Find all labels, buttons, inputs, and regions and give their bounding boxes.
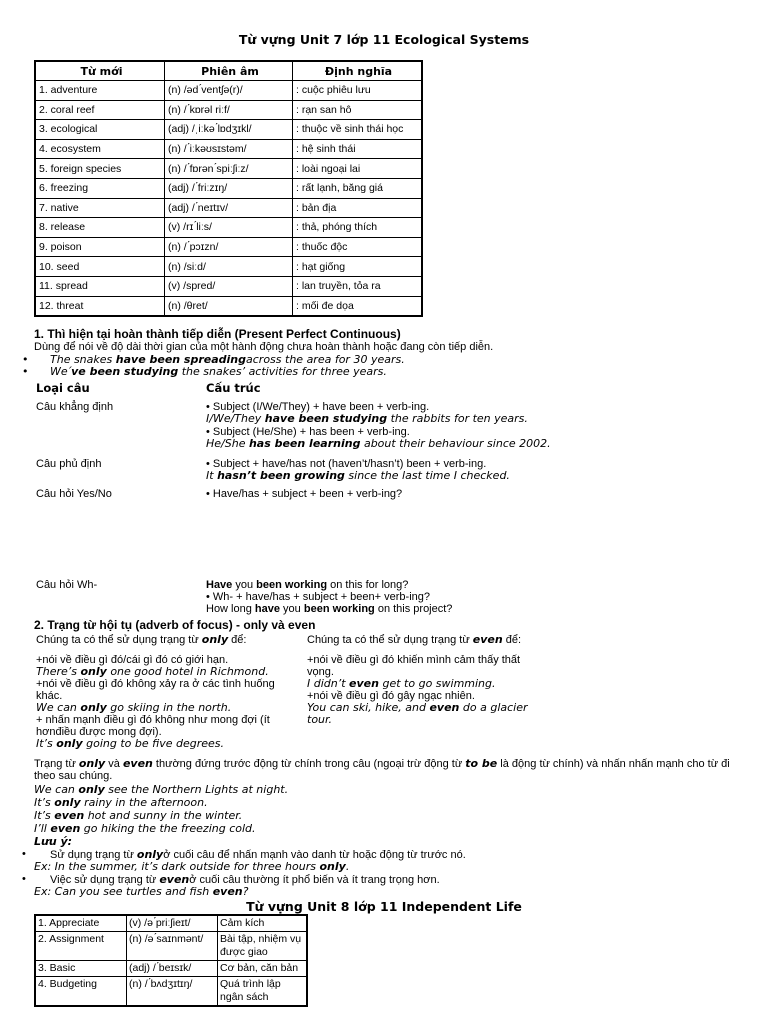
note-label: Lưu ý: — [34, 835, 73, 848]
structure-text: • Subject (He/She) + has been + verb-ing. — [206, 426, 410, 438]
table-cell: : loài ngoại lai — [293, 159, 423, 179]
column-header: Cấu trúc — [206, 381, 261, 395]
paragraph: Trạng từ only và even thường đứng trước động từ chính trong câu (ngoại trừ động từ to be là động từ chính) và nhấn nhấn mạnh cho từ đi theo sau chúng. — [34, 757, 730, 782]
table-row — [35, 218, 422, 238]
table-row — [35, 237, 422, 257]
table-cell: (adj) / ́beɪsɪk/ — [127, 961, 218, 977]
structure-text: • Subject + have/has not (haven’t/hasn’t) been + verb-ing. — [206, 458, 487, 470]
vocab-table-unit8 — [34, 914, 308, 1007]
example-sentence: It hasn’t been growing since the last time I checked. — [206, 469, 510, 482]
example-sentence: How long have you been working on this project? — [206, 603, 453, 615]
table-cell: (v) /spred/ — [165, 276, 293, 296]
table-cell: 9. poison — [35, 237, 165, 257]
section-title: Từ vựng Unit 8 lớp 11 Independent Life — [246, 899, 522, 914]
usage-text: +nói về điều gì đó không xảy ra ở các tình huống khác. — [36, 678, 275, 702]
example-sentence: We can only go skiing in the north. — [36, 701, 232, 714]
table-row — [35, 139, 422, 159]
row-label: Câu phủ định — [36, 458, 102, 470]
table-row — [35, 178, 422, 198]
table-cell: (adj) / ́friːzɪŋ/ — [165, 178, 293, 198]
table-cell: 12. threat — [35, 296, 165, 316]
table-row — [35, 257, 422, 277]
example-sentence: Ex: In the summer, it’s dark outside for three hours only. — [34, 860, 350, 873]
example-sentence: Have you been working on this for long? — [206, 579, 409, 591]
section-description: Dùng để nói về độ dài thời gian của một hành động chưa hoàn thành hoặc đang còn tiếp diễn. — [34, 341, 494, 353]
structure-text: • Wh- + have/has + subject + been+ verb-ing? — [206, 591, 430, 603]
table-cell: 1. adventure — [35, 81, 165, 101]
column-header: Phiên âm — [165, 61, 293, 81]
usage-text: +nói về điều gì đó/cái gì đó có giới hạn. — [36, 654, 229, 666]
table-row — [35, 977, 307, 1007]
table-cell: (n) /ə ́saɪnmənt/ — [127, 932, 218, 961]
table-cell: : lan truyền, tỏa ra — [293, 276, 423, 296]
table-cell: : thuộc về sinh thái học — [293, 120, 423, 140]
table-cell: (n) / ́kɒrəl riːf/ — [165, 100, 293, 120]
example-sentence: It’s only going to be five degrees. — [36, 737, 225, 750]
table-cell: 8. release — [35, 218, 165, 238]
example-sentence: He/She has been learning about their behaviour since 2002. — [206, 437, 551, 450]
table-cell: (n) / ́bʌdʒɪtɪŋ/ — [127, 977, 218, 1007]
example-sentence: You can ski, hike, and even do a glacier tour. — [307, 701, 528, 726]
table-row — [35, 932, 307, 961]
example-sentence: We can only see the Northern Lights at night. — [34, 783, 289, 796]
table-cell: Cảm kích — [218, 915, 308, 932]
intro-text: Chúng ta có thể sử dụng trạng từ even để: — [307, 633, 522, 646]
table-row — [35, 120, 422, 140]
usage-text: +nói về điều gì đó gây ngạc nhiên. — [307, 690, 475, 702]
example-sentence: I didn’t even get to go swimming. — [307, 677, 496, 690]
table-cell: : bản địa — [293, 198, 423, 218]
usage-text: + nhấn mạnh điều gì đó không như mong đợi (ít hơnđiều được mong đợi). — [36, 714, 270, 738]
table-row — [35, 100, 422, 120]
table-row — [35, 961, 307, 977]
table-cell: : hạt giống — [293, 257, 423, 277]
table-cell: (n) / ́pɔɪzn/ — [165, 237, 293, 257]
structure-text: • Subject (I/We/They) + have been + verb-ing. — [206, 401, 430, 413]
table-cell: Cơ bản, căn bản — [218, 961, 308, 977]
table-cell: 6. freezing — [35, 178, 165, 198]
intro-text: Chúng ta có thể sử dụng trạng từ only để: — [36, 633, 247, 646]
table-cell: 3. ecological — [35, 120, 165, 140]
table-cell: 3. Basic — [35, 961, 127, 977]
table-cell: : rất lạnh, băng giá — [293, 178, 423, 198]
table-cell: (n) /əd ́ventʃə(r)/ — [165, 81, 293, 101]
note-text: • Sử dụng trạng từ onlyở cuối câu để nhấn mạnh vào danh từ hoặc động từ trước nó. — [50, 848, 466, 861]
column-header: Định nghĩa — [293, 61, 423, 81]
table-cell: (adj) /ˌiːkə ́lɒdʒɪkl/ — [165, 120, 293, 140]
table-cell: : mối đe dọa — [293, 296, 423, 316]
table-cell: Bài tập, nhiệm vụ được giao — [218, 932, 308, 961]
usage-text: +nói về điều gì đó khiến mình cảm thấy thất vọng. — [307, 654, 521, 678]
example-sentence: I/We/They have been studying the rabbits for ten years. — [206, 412, 528, 425]
table-row — [35, 276, 422, 296]
table-cell: (n) /θret/ — [165, 296, 293, 316]
vocab-table-unit7 — [34, 60, 423, 317]
section-heading: 1. Thì hiện tại hoàn thành tiếp diễn (Present Perfect Continuous) — [34, 327, 401, 341]
table-cell: 4. ecosystem — [35, 139, 165, 159]
example-sentence: • We ́ve been studying the snakes’ activities for three years. — [50, 365, 387, 378]
row-label: Câu hỏi Yes/No — [36, 488, 112, 500]
page-title: Từ vựng Unit 7 lớp 11 Ecological Systems — [238, 32, 530, 47]
table-cell: : hệ sinh thái — [293, 139, 423, 159]
table-cell: (adj) / ́neɪtɪv/ — [165, 198, 293, 218]
table-cell: 11. spread — [35, 276, 165, 296]
table-row — [35, 198, 422, 218]
table-row — [35, 296, 422, 316]
table-cell: (v) /rɪ ́liːs/ — [165, 218, 293, 238]
table-cell: 2. Assignment — [35, 932, 127, 961]
table-cell: 7. native — [35, 198, 165, 218]
table-row — [35, 159, 422, 179]
table-cell: 2. coral reef — [35, 100, 165, 120]
row-label: Câu khẳng định — [36, 401, 114, 413]
row-label: Câu hỏi Wh- — [36, 579, 98, 591]
table-row — [35, 81, 422, 101]
example-sentence: Ex: Can you see turtles and fish even? — [34, 885, 249, 898]
column-header: Từ mới — [35, 61, 165, 81]
only-column — [36, 634, 286, 750]
even-column — [307, 634, 547, 726]
example-sentence: There’s only one good hotel in Richmond. — [36, 665, 269, 678]
section-heading: 2. Trạng từ hội tụ (adverb of focus) - only và even — [34, 618, 316, 632]
table-cell: (n) / ́fɒrən ́spiːʃiːz/ — [165, 159, 293, 179]
table-cell: 10. seed — [35, 257, 165, 277]
table-cell: 1. Appreciate — [35, 915, 127, 932]
table-cell: : cuộc phiêu lưu — [293, 81, 423, 101]
table-row — [35, 915, 307, 932]
table-cell: : rạn san hô — [293, 100, 423, 120]
table-cell: Quá trình lập ngân sách — [218, 977, 308, 1007]
example-sentence: It’s even hot and sunny in the winter. — [34, 809, 243, 822]
example-sentence: • The snakes have been spreadingacross the area for 30 years. — [50, 353, 405, 366]
table-cell: : thuốc độc — [293, 237, 423, 257]
table-cell: 4. Budgeting — [35, 977, 127, 1007]
table-cell: (n) / ́iːkəʊsɪstəm/ — [165, 139, 293, 159]
table-cell: : thả, phóng thích — [293, 218, 423, 238]
table-cell: 5. foreign species — [35, 159, 165, 179]
table-cell: (n) /siːd/ — [165, 257, 293, 277]
note-text: • Việc sử dụng trạng từ evenở cuối câu thường ít phổ biến và ít trang trọng hơn. — [50, 873, 440, 886]
example-sentence: I’ll even go hiking the the freezing cold. — [34, 822, 256, 835]
example-sentence: It’s only rainy in the afternoon. — [34, 796, 208, 809]
structure-text: • Have/has + subject + been + verb-ing? — [206, 488, 403, 500]
column-header: Loại câu — [36, 381, 90, 395]
table-cell: (v) /ə ́priːʃieɪt/ — [127, 915, 218, 932]
